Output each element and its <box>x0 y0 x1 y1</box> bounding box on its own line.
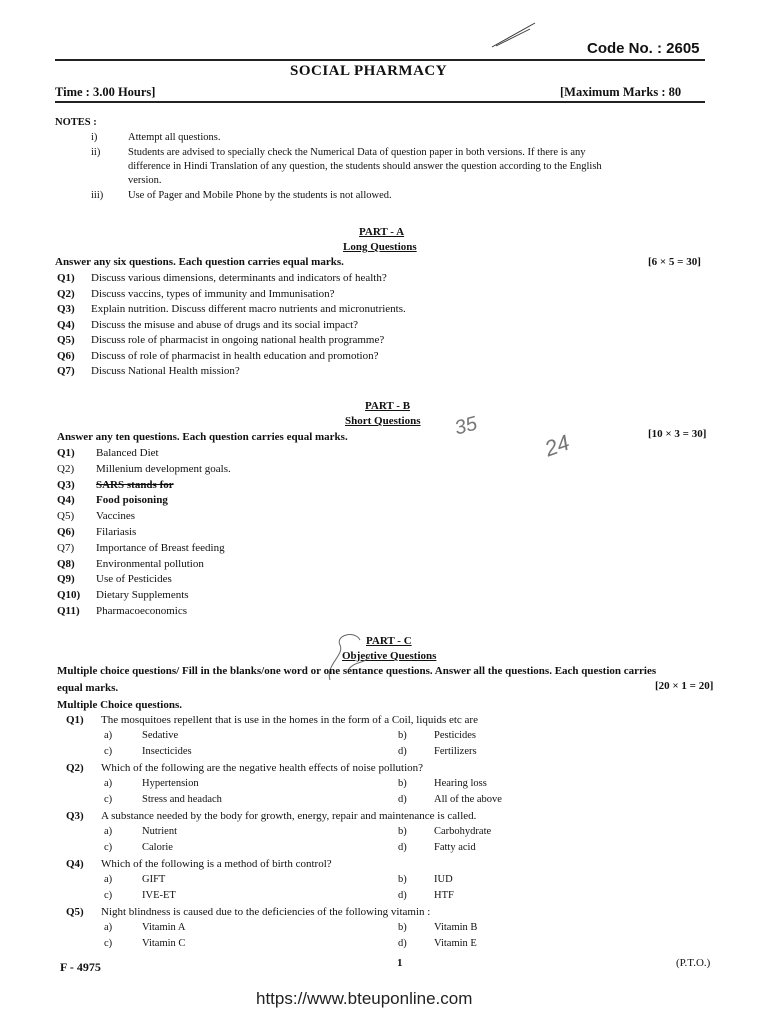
part-a-marks: [6 × 5 = 30] <box>648 256 701 268</box>
question-text: Pharmacoeconomics <box>96 605 188 617</box>
option-text: Sedative <box>142 730 179 741</box>
option-letter: c) <box>104 746 113 757</box>
note-num-1: i) <box>91 132 98 143</box>
question-number: Q9) <box>57 573 75 586</box>
note-text-2b: difference in Hindi Translation of any question, the students should answer the question according to the English <box>128 161 602 172</box>
header-rule-top <box>55 59 705 61</box>
question-text: Discuss vaccins, types of immunity and Immunisation? <box>91 287 335 300</box>
option-text: Carbohydrate <box>434 826 492 837</box>
option-letter: b) <box>398 922 407 933</box>
question-number: Q3) <box>57 478 75 491</box>
option-letter: a) <box>104 778 113 789</box>
part-c-instruction-2: equal marks. <box>57 682 119 694</box>
code-number: Code No. : 2605 <box>587 40 700 57</box>
question-number: Q4) <box>57 494 75 507</box>
question-number: Q4) <box>66 858 84 870</box>
source-url: https://www.bteuponline.com <box>256 989 473 1008</box>
option-letter: c) <box>104 842 113 853</box>
question-text: Explain nutrition. Discuss different macro nutrients and micronutrients. <box>91 303 406 315</box>
notes-heading: NOTES : <box>55 117 97 128</box>
option-text: Hypertension <box>142 778 199 789</box>
option-text: Nutrient <box>142 826 177 837</box>
option-letter: d) <box>398 842 407 853</box>
option-text: Stress and headach <box>142 794 222 805</box>
mcq-heading: Multiple Choice questions. <box>57 699 182 711</box>
option-text: HTF <box>434 890 454 901</box>
paper-title: SOCIAL PHARMACY <box>290 63 448 79</box>
question-number: Q6) <box>57 526 75 538</box>
question-number: Q1) <box>57 447 75 459</box>
option-text: Vitamin C <box>142 938 186 949</box>
page-number: 1 <box>397 957 403 969</box>
part-c-marks: [20 × 1 = 20] <box>655 680 714 692</box>
note-text-1: Attempt all questions. <box>128 132 221 143</box>
option-letter: d) <box>398 890 407 901</box>
question-number: Q2) <box>57 287 75 300</box>
question-text: Balanced Diet <box>96 447 159 459</box>
option-letter: a) <box>104 730 113 741</box>
question-text: Discuss of role of pharmacist in health education and promotion? <box>91 349 379 362</box>
question-text: Discuss National Health mission? <box>91 365 240 377</box>
part-a-instruction: Answer any six questions. Each question carries equal marks. <box>55 256 344 268</box>
part-b-instruction: Answer any ten questions. Each question carries equal marks. <box>57 431 348 443</box>
note-text-3: Use of Pager and Mobile Phone by the students is not allowed. <box>128 190 392 201</box>
time-label: Time : 3.00 Hours] <box>55 85 156 99</box>
option-text: Calorie <box>142 842 173 853</box>
question-text: Discuss the misuse and abuse of drugs and its social impact? <box>91 318 359 331</box>
question-number: Q2) <box>66 762 84 774</box>
part-c-title: PART - C <box>366 635 412 647</box>
question-text: A substance needed by the body for growth, energy, repair and maintenance is called. <box>101 810 477 822</box>
part-a-subtitle: Long Questions <box>343 241 417 253</box>
question-number: Q5) <box>66 906 84 918</box>
question-text: Vaccines <box>96 510 136 523</box>
question-number: Q5) <box>57 334 75 346</box>
option-text: Hearing loss <box>434 778 487 789</box>
part-b-marks: [10 × 3 = 30] <box>648 428 707 440</box>
question-number: Q5) <box>57 510 75 523</box>
option-text: IUD <box>434 874 453 885</box>
handwritten-mark-1: 35 <box>452 412 480 440</box>
question-text: SARS stands for <box>96 478 174 491</box>
option-letter: a) <box>104 826 113 837</box>
part-b-subtitle: Short Questions <box>345 415 421 427</box>
note-num-2: ii) <box>91 147 101 158</box>
option-text: Vitamin A <box>142 922 186 933</box>
option-letter: d) <box>398 938 407 949</box>
option-text: Vitamin E <box>434 938 477 949</box>
question-number: Q7) <box>57 541 75 554</box>
note-text-2c: version. <box>128 175 162 186</box>
option-letter: b) <box>398 730 407 741</box>
part-c-subtitle: Objective Questions <box>342 650 437 662</box>
note-num-3: iii) <box>91 190 104 201</box>
option-text: All of the above <box>434 794 502 805</box>
question-number: Q11) <box>57 605 80 617</box>
option-letter: b) <box>398 778 407 789</box>
option-text: Pesticides <box>434 730 476 741</box>
question-text: Use of Pesticides <box>96 573 172 586</box>
question-text: Millenium development goals. <box>96 462 231 475</box>
option-letter: d) <box>398 794 407 805</box>
option-letter: d) <box>398 746 407 757</box>
question-number: Q3) <box>57 303 75 315</box>
question-text: Dietary Supplements <box>96 589 189 602</box>
option-text: GIFT <box>142 874 166 885</box>
question-number: Q2) <box>57 462 75 475</box>
option-letter: c) <box>104 890 113 901</box>
part-a-title: PART - A <box>359 226 405 238</box>
question-number: Q1) <box>57 272 75 284</box>
question-text: Importance of Breast feeding <box>96 541 225 554</box>
max-marks-label: [Maximum Marks : 80 <box>560 85 682 99</box>
option-text: Vitamin B <box>434 922 478 933</box>
question-text: Which of the following are the negative health effects of noise pollution? <box>101 762 424 774</box>
option-letter: c) <box>104 794 113 805</box>
question-text: Environmental pollution <box>96 557 204 570</box>
option-letter: b) <box>398 826 407 837</box>
footer-code: F - 4975 <box>60 960 101 974</box>
question-text: Food poisoning <box>96 494 168 507</box>
question-text: Discuss role of pharmacist in ongoing national health programme? <box>91 334 385 346</box>
question-text: The mosquitoes repellent that is use in the homes in the form of a Coil, liquids etc are <box>101 714 478 726</box>
question-text: Discuss various dimensions, determinants and indicators of health? <box>91 272 387 284</box>
pen-mark <box>490 20 540 50</box>
question-number: Q1) <box>66 714 84 726</box>
option-letter: b) <box>398 874 407 885</box>
question-number: Q4) <box>57 318 75 331</box>
option-letter: a) <box>104 874 113 885</box>
option-text: Fatty acid <box>434 842 476 853</box>
handwritten-mark-2: 24 <box>541 429 573 462</box>
part-c-instruction-1: Multiple choice questions/ Fill in the blanks/one word or one sentance questions. Answer all the questions. Each question carries <box>57 665 657 677</box>
option-text: Fertilizers <box>434 746 477 757</box>
question-number: Q7) <box>57 365 75 377</box>
question-text: Filariasis <box>96 526 137 538</box>
question-number: Q10) <box>57 589 81 602</box>
option-letter: a) <box>104 922 113 933</box>
header-rule-bottom <box>55 101 705 103</box>
part-b-title: PART - B <box>365 400 411 412</box>
pto-label: (P.T.O.) <box>676 957 711 969</box>
question-number: Q8) <box>57 557 75 570</box>
question-text: Night blindness is caused due to the deficiencies of the following vitamin : <box>101 906 431 918</box>
option-letter: c) <box>104 938 113 949</box>
option-text: Insecticides <box>142 746 192 757</box>
question-number: Q6) <box>57 349 75 362</box>
question-number: Q3) <box>66 810 84 822</box>
option-text: IVE-ET <box>142 890 176 901</box>
note-text-2a: Students are advised to specially check the Numerical Data of question paper in both versions. If there is any <box>128 147 586 158</box>
question-text: Which of the following is a method of birth control? <box>101 858 332 870</box>
